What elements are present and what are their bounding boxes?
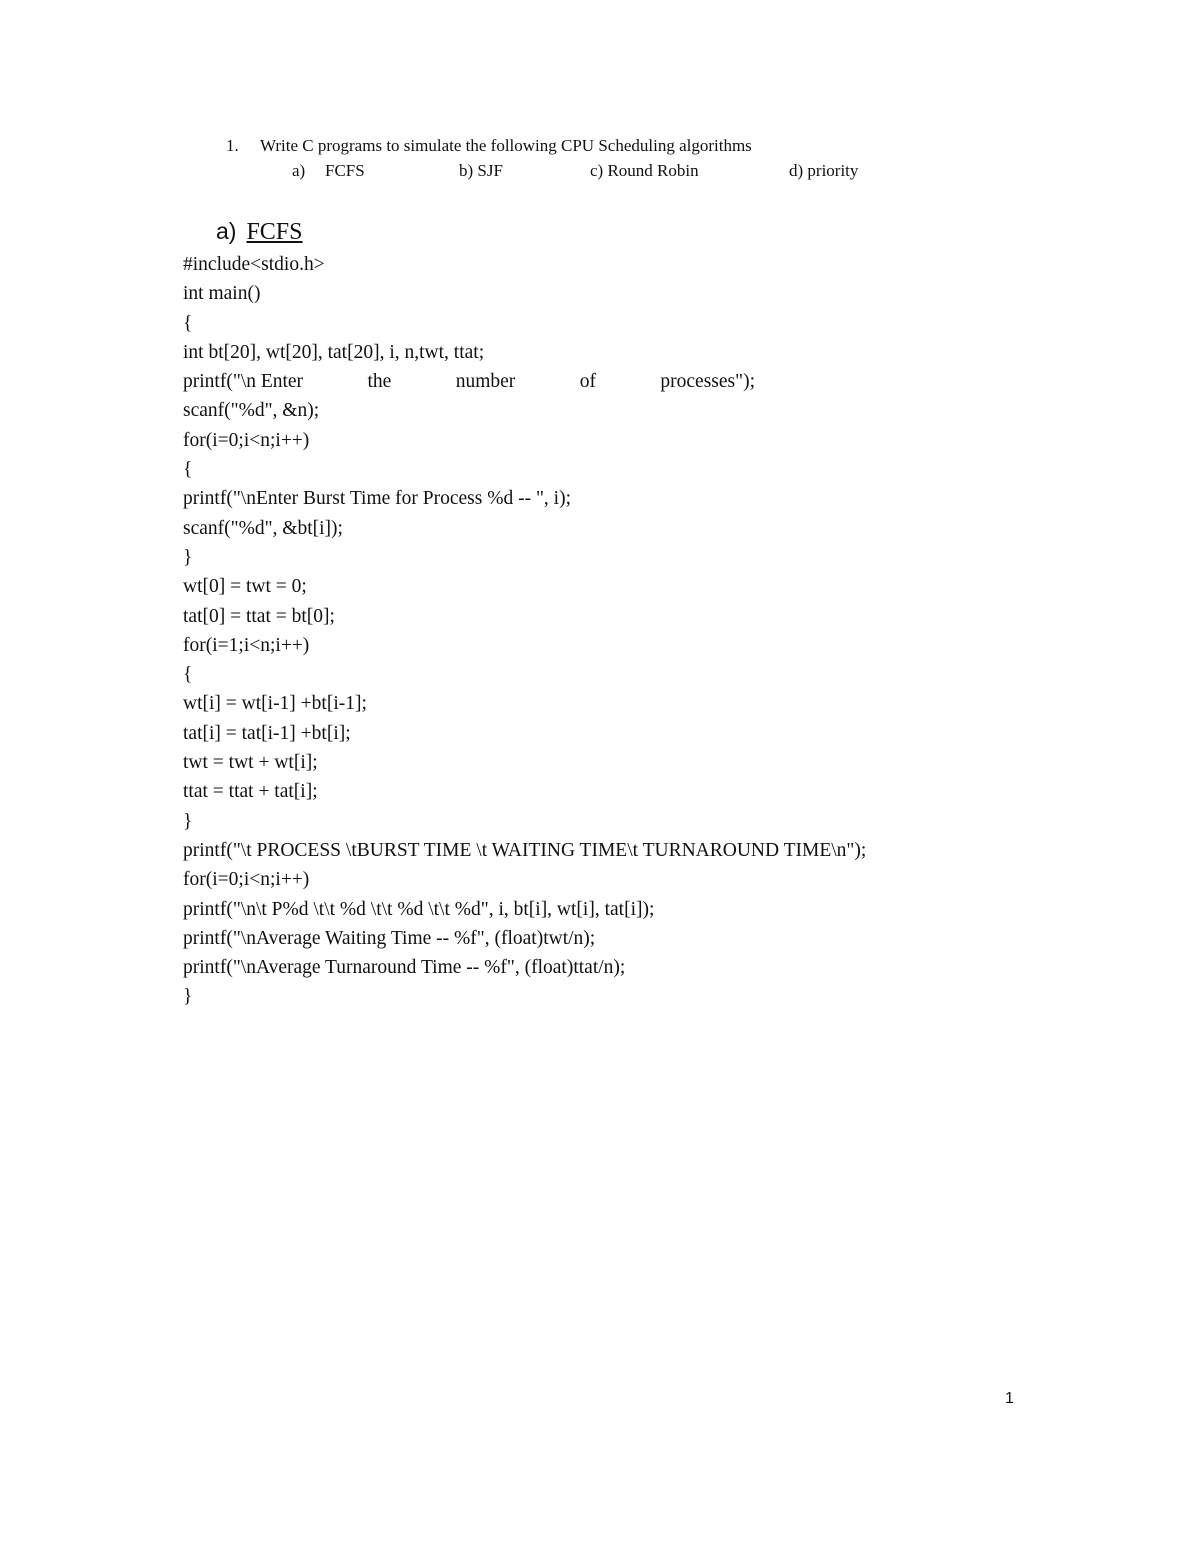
code-line: printf("\nAverage Waiting Time -- %f", (float)twt/n); [183,927,596,949]
code-line: wt[0] = twt = 0; [183,576,307,598]
code-line: { [183,664,193,686]
code-line: printf("\t PROCESS \tBURST TIME \t WAITING TIME\t TURNAROUND TIME\n"); [183,839,867,861]
code-line: ttat = ttat + tat[i]; [183,781,318,803]
question-line [226,134,752,158]
question-text: Write C programs to simulate the following CPU Scheduling algorithms [260,136,752,155]
page-number: 1 [1005,1390,1014,1407]
code-line: twt = twt + wt[i]; [183,752,318,774]
spread-word: printf("\n Enter [183,371,304,393]
code-line: scanf("%d", &n); [183,400,320,422]
code-line: int main() [183,283,261,305]
section-title: FCFS [246,219,303,245]
spread-word: processes"); [660,371,755,393]
code-line: } [183,810,193,832]
option-d: d) priority [789,161,859,180]
code-line: scanf("%d", &bt[i]); [183,517,343,539]
code-line: for(i=1;i<n;i++) [183,634,310,656]
code-line: tat[0] = ttat = bt[0]; [183,605,335,627]
code-line: printf("\nEnter Burst Time for Process %d -- ", i); [183,488,572,510]
code-line-spread [183,367,866,396]
code-listing [183,250,866,1012]
code-line: printf("\n\t P%d \t\t %d \t\t %d \t\t %d", i, bt[i], wt[i], tat[i]); [183,898,655,920]
code-line: #include<stdio.h> [183,254,325,275]
spread-word: the [367,371,392,393]
section-label: a) [216,218,237,244]
code-line: wt[i] = wt[i-1] +bt[i-1]; [183,693,367,715]
code-line: printf("\nAverage Turnaround Time -- %f", (float)ttat/n); [183,957,626,979]
code-line: tat[i] = tat[i-1] +bt[i]; [183,722,351,744]
option-a-label: a) [292,161,306,180]
code-line: } [183,546,193,568]
option-a: FCFS [325,161,365,180]
spread-word: of [579,371,596,393]
code-line: for(i=0;i<n;i++) [183,429,310,451]
spread-text-line [183,367,755,396]
option-c: c) Round Robin [590,161,699,180]
option-b: b) SJF [459,161,503,180]
code-line: { [183,312,193,334]
code-line: } [183,986,193,1008]
question-number: 1. [226,136,239,155]
spread-word: number [455,371,516,393]
code-line: for(i=0;i<n;i++) [183,869,310,891]
code-line: { [183,459,193,481]
section-heading [216,215,303,248]
code-line: int bt[20], wt[20], tat[20], i, n,twt, ttat; [183,341,485,363]
